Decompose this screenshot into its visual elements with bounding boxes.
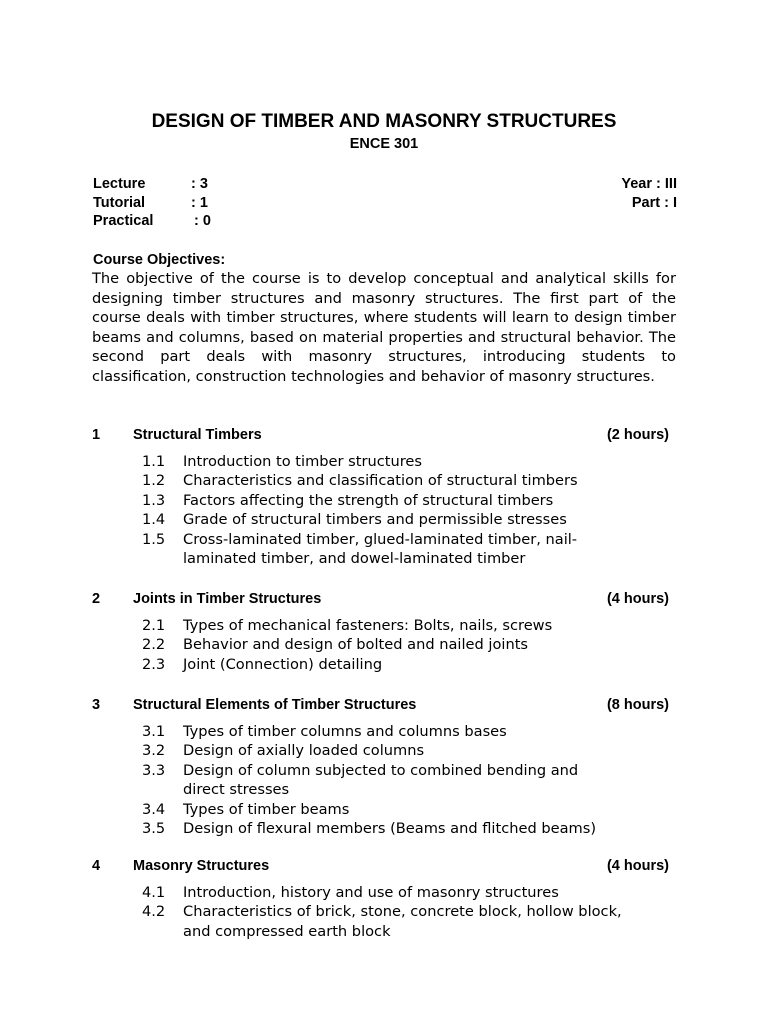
section-hours: (2 hours) — [606, 427, 669, 443]
topic-item — [0, 800, 768, 819]
course-section — [0, 856, 768, 941]
topic-item — [0, 510, 768, 529]
course-code: ENCE 301 — [349, 136, 419, 152]
topic-item — [0, 722, 768, 741]
course-section — [0, 425, 768, 568]
topic-text: Introduction to timber structures — [183, 453, 423, 470]
topic-number: 2.2 — [142, 636, 166, 654]
section-header — [0, 695, 768, 715]
section-topic-list — [0, 883, 768, 941]
topic-number: 1.1 — [142, 453, 166, 470]
topic-text: Types of timber columns and columns bases — [183, 723, 507, 740]
topic-number: 4.1 — [142, 884, 166, 901]
topic-text: Behavior and design of bolted and nailed joints — [183, 636, 529, 654]
topic-number: 2.1 — [142, 617, 166, 634]
part-value: Part : I — [631, 194, 677, 211]
section-title: Masonry Structures — [133, 858, 270, 874]
topic-item — [0, 635, 768, 654]
topic-number: 3.4 — [142, 800, 166, 818]
topic-number: 3.5 — [142, 820, 166, 838]
tutorial-row — [93, 194, 211, 213]
section-hours: (4 hours) — [606, 858, 669, 874]
section-number: 1 — [92, 427, 101, 443]
section-title: Structural Timbers — [133, 427, 262, 443]
topic-text: Cross-laminated timber, glued-laminated timber, nail-laminated timber, and dowel-laminated timber — [183, 530, 578, 568]
topic-item — [0, 902, 768, 941]
section-topic-list — [0, 722, 768, 838]
tutorial-label: Tutorial — [93, 194, 146, 211]
year-part-block — [621, 175, 677, 212]
topic-text: Characteristics of brick, stone, concrete block, hollow block, and compressed earth block — [183, 903, 622, 940]
year-value: Year : III — [621, 176, 677, 192]
section-header — [0, 425, 768, 445]
lecture-label: Lecture — [93, 176, 146, 192]
section-topic-list — [0, 616, 768, 674]
contact-hours-block — [93, 175, 211, 231]
course-section — [0, 589, 768, 674]
topic-number: 4.2 — [142, 903, 166, 921]
section-number: 3 — [92, 697, 101, 713]
topic-text: Types of mechanical fasteners: Bolts, nails, screws — [183, 617, 553, 634]
practical-row — [93, 212, 211, 231]
section-topic-list — [0, 452, 768, 568]
topic-item — [0, 655, 768, 674]
section-hours: (8 hours) — [606, 697, 669, 713]
topic-text: Design of axially loaded columns — [183, 742, 425, 760]
section-number: 4 — [92, 858, 101, 874]
tutorial-value: : 1 — [191, 194, 208, 211]
objectives-heading: Course Objectives: — [93, 252, 226, 268]
practical-value: : 0 — [194, 213, 211, 229]
topic-text: Types of timber beams — [183, 800, 350, 818]
topic-number: 1.5 — [142, 530, 166, 548]
topic-text: Joint (Connection) detailing — [183, 655, 383, 673]
topic-item — [0, 616, 768, 635]
topic-item — [0, 819, 768, 838]
topic-number: 1.3 — [142, 491, 166, 509]
topic-item — [0, 741, 768, 760]
course-section — [0, 695, 768, 838]
topic-item — [0, 530, 768, 569]
lecture-value: : 3 — [191, 176, 208, 192]
topic-number: 3.3 — [142, 761, 166, 779]
topic-text: Grade of structural timbers and permissible stresses — [183, 511, 567, 529]
topic-item — [0, 761, 768, 800]
section-title: Structural Elements of Timber Structures — [133, 697, 417, 713]
topic-item — [0, 883, 768, 902]
practical-label: Practical — [93, 213, 154, 229]
section-header — [0, 856, 768, 876]
page-title: DESIGN OF TIMBER AND MASONRY STRUCTURES — [151, 111, 617, 132]
topic-number: 2.3 — [142, 655, 166, 673]
section-header — [0, 589, 768, 609]
section-title: Joints in Timber Structures — [133, 591, 322, 607]
topic-number: 3.2 — [142, 742, 166, 760]
topic-number: 1.2 — [142, 472, 166, 490]
topic-text: Characteristics and classification of structural timbers — [183, 472, 578, 490]
lecture-row — [93, 175, 211, 194]
topic-item — [0, 452, 768, 471]
section-hours: (4 hours) — [606, 591, 669, 607]
topic-number: 3.1 — [142, 723, 166, 740]
topic-text: Introduction, history and use of masonry structures — [183, 884, 559, 901]
section-number: 2 — [92, 591, 101, 607]
topic-number: 1.4 — [142, 511, 166, 529]
objectives-paragraph: The objective of the course is to develop conceptual and analytical skills for designing timber structures and masonry structures. The first part of the course deals with timber structures, where students will learn to design timber beams and columns, based on material properties and structural behavior. The second part deals with masonry structures, introducing students to classification, construction technologies and behavior of masonry structures. — [92, 270, 676, 385]
topic-text: Design of column subjected to combined bending and direct stresses — [183, 761, 579, 799]
topic-item — [0, 471, 768, 490]
topic-text: Factors affecting the strength of structural timbers — [183, 491, 554, 509]
topic-item — [0, 491, 768, 510]
topic-text: Design of flexural members (Beams and flitched beams) — [183, 820, 597, 838]
